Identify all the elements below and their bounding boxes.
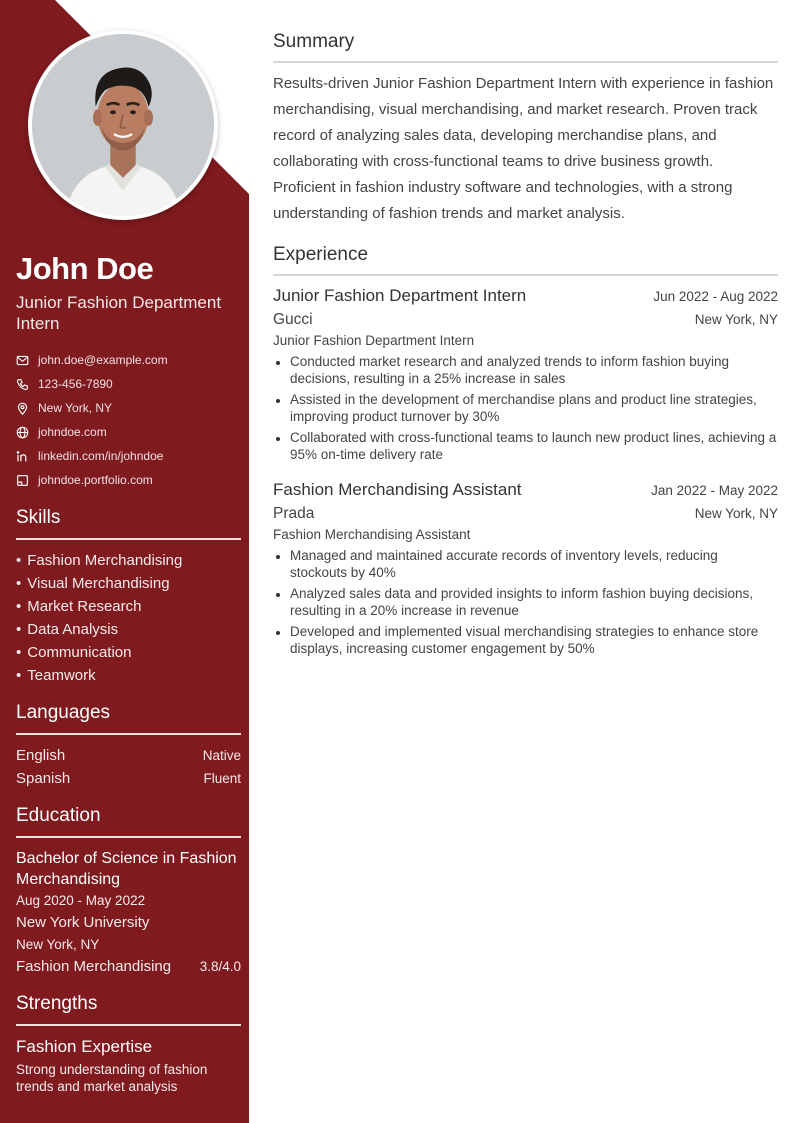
job-title: Fashion Merchandising Assistant <box>273 480 522 499</box>
contact-portfolio-text: johndoe.portfolio.com <box>38 473 153 487</box>
email-icon <box>16 353 38 367</box>
skill-item: • Teamwork <box>16 664 241 687</box>
job-company: Prada <box>273 505 315 522</box>
portfolio-icon <box>16 473 38 487</box>
language-level: Native <box>202 748 241 763</box>
contact-website[interactable] <box>16 420 241 444</box>
experience-title: Experience <box>273 243 778 276</box>
skill-item: • Fashion Merchandising <box>16 549 241 572</box>
job-bullet: Developed and implemented visual merchandising strategies to enhance store displays, increasing customer engagement by 50% <box>273 623 778 657</box>
job-bullet: Assisted in the development of merchandise plans and product line strategies, improving product turnover by 30% <box>273 391 778 425</box>
contact-linkedin[interactable] <box>16 444 241 468</box>
strength-item <box>16 1036 241 1095</box>
contact-website-text: johndoe.com <box>38 425 107 439</box>
contact-phone[interactable] <box>16 372 241 396</box>
education-field: Fashion Merchandising <box>16 958 172 975</box>
education-degree: Bachelor of Science in Fashion Merchandising <box>16 850 237 888</box>
education-gpa-row <box>16 956 241 978</box>
globe-icon <box>16 425 38 439</box>
job-entry <box>273 285 778 463</box>
contact-location-text: New York, NY <box>38 401 113 415</box>
skills-title: Skills <box>16 506 241 540</box>
job-company: Gucci <box>273 311 313 328</box>
contact-list <box>16 348 241 492</box>
education-location: New York, NY <box>16 937 100 952</box>
skill-item: • Communication <box>16 641 241 664</box>
job-bullet: Analyzed sales data and provided insights to inform fashion buying decisions, resulting in a 20% increase in revenue <box>273 585 778 619</box>
education-school: New York University <box>16 914 150 931</box>
education-gpa: 3.8/4.0 <box>199 959 241 974</box>
phone-icon <box>16 377 38 391</box>
profile-role: Junior Fashion Department Intern <box>16 293 222 333</box>
languages-list <box>16 744 241 790</box>
languages-title: Languages <box>16 701 241 735</box>
contact-portfolio[interactable] <box>16 468 241 492</box>
language-item <box>16 744 241 767</box>
job-dates: Jun 2022 - Aug 2022 <box>653 289 778 304</box>
strengths-title: Strengths <box>16 992 241 1026</box>
strength-description: Strong understanding of fashion trends and market analysis <box>16 1062 208 1094</box>
language-level: Fluent <box>203 771 241 786</box>
language-name: English <box>16 747 66 764</box>
education-entry <box>16 848 241 978</box>
job-location: New York, NY <box>694 506 778 521</box>
job-bullet: Managed and maintained accurate records of inventory levels, reducing stockouts by 40% <box>273 547 778 581</box>
strength-title: Fashion Expertise <box>16 1037 153 1056</box>
skill-item: • Data Analysis <box>16 618 241 641</box>
job-dates: Jan 2022 - May 2022 <box>651 483 778 498</box>
job-header <box>273 479 778 501</box>
job-bullets <box>273 353 778 463</box>
contact-linkedin-text: linkedin.com/in/johndoe <box>38 449 164 463</box>
summary-text: Results-driven Junior Fashion Department Intern with experience in fashion merchandising, visual merchandising, and market research. Proven track record of analyzing sales data, developing merchandise plans, and collaborating with cross-functional teams to drive business growth. Proficient in fashion industry software and technologies, with a strong understanding of fashion trends and market analysis. <box>273 75 774 222</box>
summary-title: Summary <box>273 30 778 63</box>
job-role: Fashion Merchandising Assistant <box>273 527 471 542</box>
job-role: Junior Fashion Department Intern <box>273 333 475 348</box>
job-header <box>273 285 778 307</box>
job-entry <box>273 479 778 657</box>
contact-email[interactable] <box>16 348 241 372</box>
profile-name: John Doe <box>16 251 154 286</box>
profile-photo <box>32 34 214 216</box>
contact-phone-text: 123-456-7890 <box>38 377 113 391</box>
job-bullet: Collaborated with cross-functional teams to launch new product lines, achieving a 95% on-time delivery rate <box>273 429 778 463</box>
job-location: New York, NY <box>694 312 778 327</box>
sidebar-content <box>16 250 241 1095</box>
contact-location <box>16 396 241 420</box>
language-name: Spanish <box>16 770 71 787</box>
profile-photo-frame <box>28 30 218 220</box>
main-content <box>273 30 778 661</box>
education-title: Education <box>16 804 241 838</box>
job-subheader <box>273 503 778 525</box>
education-dates: Aug 2020 - May 2022 <box>16 893 146 908</box>
linkedin-icon <box>16 449 38 463</box>
contact-email-text: john.doe@example.com <box>38 353 168 367</box>
skill-item: • Visual Merchandising <box>16 572 241 595</box>
language-item <box>16 767 241 790</box>
job-title: Junior Fashion Department Intern <box>273 286 527 305</box>
job-subheader <box>273 309 778 331</box>
job-bullet: Conducted market research and analyzed trends to inform fashion buying decisions, resulting in a 25% increase in sales <box>273 353 778 387</box>
job-bullets <box>273 547 778 657</box>
skills-list <box>16 549 241 687</box>
location-icon <box>16 401 38 415</box>
skill-item: • Market Research <box>16 595 241 618</box>
